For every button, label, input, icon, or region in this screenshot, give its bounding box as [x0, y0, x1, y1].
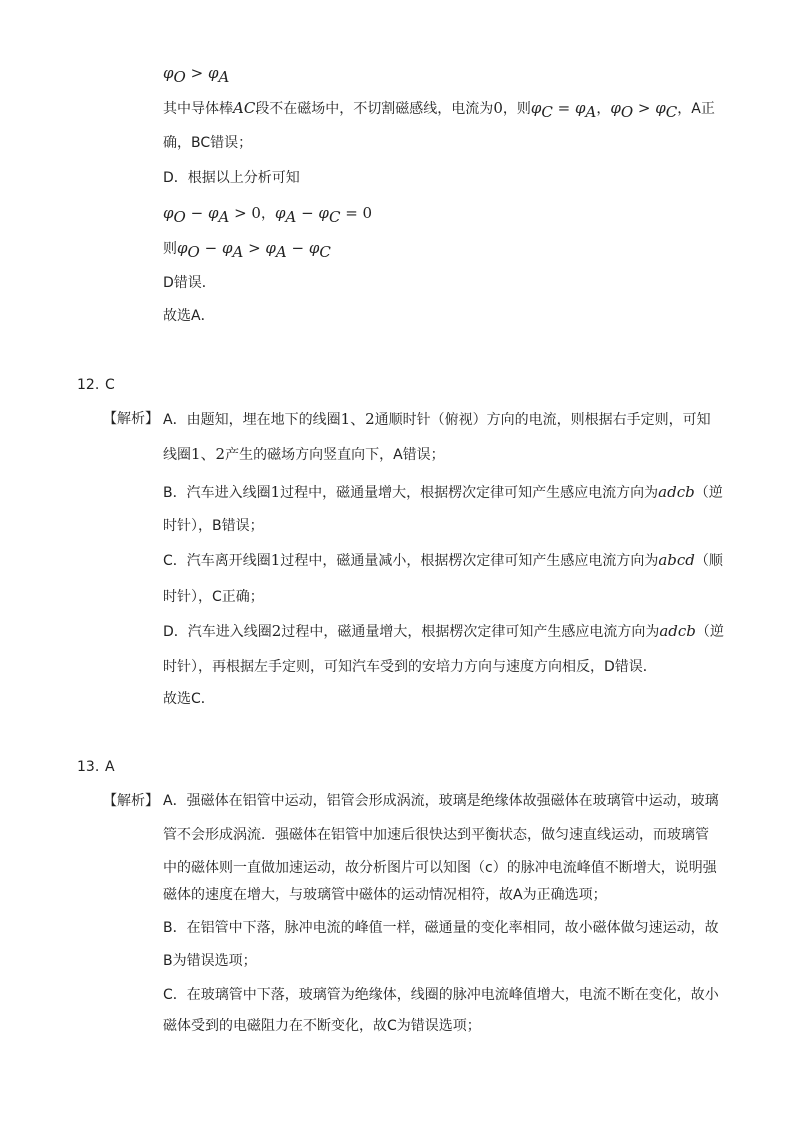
text-line: 故选C．: [163, 691, 215, 707]
text-ac-segment: 其中导体棒AC段不在磁场中，不切割磁感线，电流为0，则$\varphi_C = \varphi_A$，$\varphi_O > \varphi_C$，A正: [163, 99, 715, 121]
text-line: D．根据以上分析可知: [163, 170, 300, 186]
answer: C: [105, 377, 115, 393]
question-13-header: 13. A: [77, 759, 115, 775]
text-line: 管不会形成涡流．强磁体在铝管中加速后很快达到平衡状态，做匀速直线运动，而玻璃管: [163, 827, 709, 843]
text-line: 故选A．: [163, 308, 215, 324]
text-line: 确，BC错误；: [163, 135, 253, 151]
equation: $\varphi_O - \varphi_A > 0$，$\varphi_A - \varphi_C = 0$: [163, 204, 373, 226]
answer: A: [105, 759, 115, 775]
text-line: A．由题知，埋在地下的线圈1、2通顺时针（俯视）方向的电流，则根据右手定则，可知: [163, 410, 711, 428]
text-line: B．在铝管中下落，脉冲电流的峰值一样，磁通量的变化率相同，故小磁体做匀速运动，故: [163, 920, 719, 936]
text-line: A．强磁体在铝管中运动，铝管会形成涡流，玻璃是绝缘体故强磁体在玻璃管中运动，玻璃: [163, 793, 719, 809]
text-line: 时针），B错误；: [163, 518, 264, 534]
text-line: 磁体受到的电磁阻力在不断变化，故C为错误选项；: [163, 1018, 481, 1034]
eq-phi-o-gt-phi-a: $\varphi_O > \varphi_A$: [163, 64, 230, 86]
text-line: 时针），再根据左手定则，可知汽车受到的安培力方向与速度方向相反，D错误．: [163, 659, 657, 675]
phi-symbol: φ: [163, 64, 174, 82]
text-line: D错误．: [163, 275, 216, 291]
text-line: B为错误选项；: [163, 953, 257, 969]
text-line: 中的磁体则一直做加速运动，故分析图片可以知图（c）的脉冲电流峰值不断增大，说明强: [163, 860, 717, 876]
text-line: 时针），C正确；: [163, 589, 264, 605]
text-line: C．在玻璃管中下落，玻璃管为绝缘体，线圈的脉冲电流峰值增大，电流不断在变化，故小: [163, 987, 719, 1003]
text-line: C．汽车离开线圈1过程中，磁通量减小，根据楞次定律可知产生感应电流方向为abcd（顺: [163, 551, 723, 569]
question-12-header: 12. C: [77, 377, 115, 393]
analysis-tag: 【解析】: [103, 793, 159, 809]
text-line: B．汽车进入线圈1过程中，磁通量增大，根据楞次定律可知产生感应电流方向为adcb（逆: [163, 483, 723, 501]
text-line: 磁体的速度在增大，与玻璃管中磁体的运动情况相符，故A为正确选项；: [163, 887, 607, 903]
equation: 则$\varphi_O - \varphi_A > \varphi_A - \varphi_C$: [163, 239, 331, 261]
text-line: 线圈1、2产生的磁场方向竖直向下，A错误；: [163, 445, 445, 463]
analysis-tag: 【解析】: [103, 411, 159, 427]
text-line: D．汽车进入线圈2过程中，磁通量增大，根据楞次定律可知产生感应电流方向为adcb（逆: [163, 622, 724, 640]
